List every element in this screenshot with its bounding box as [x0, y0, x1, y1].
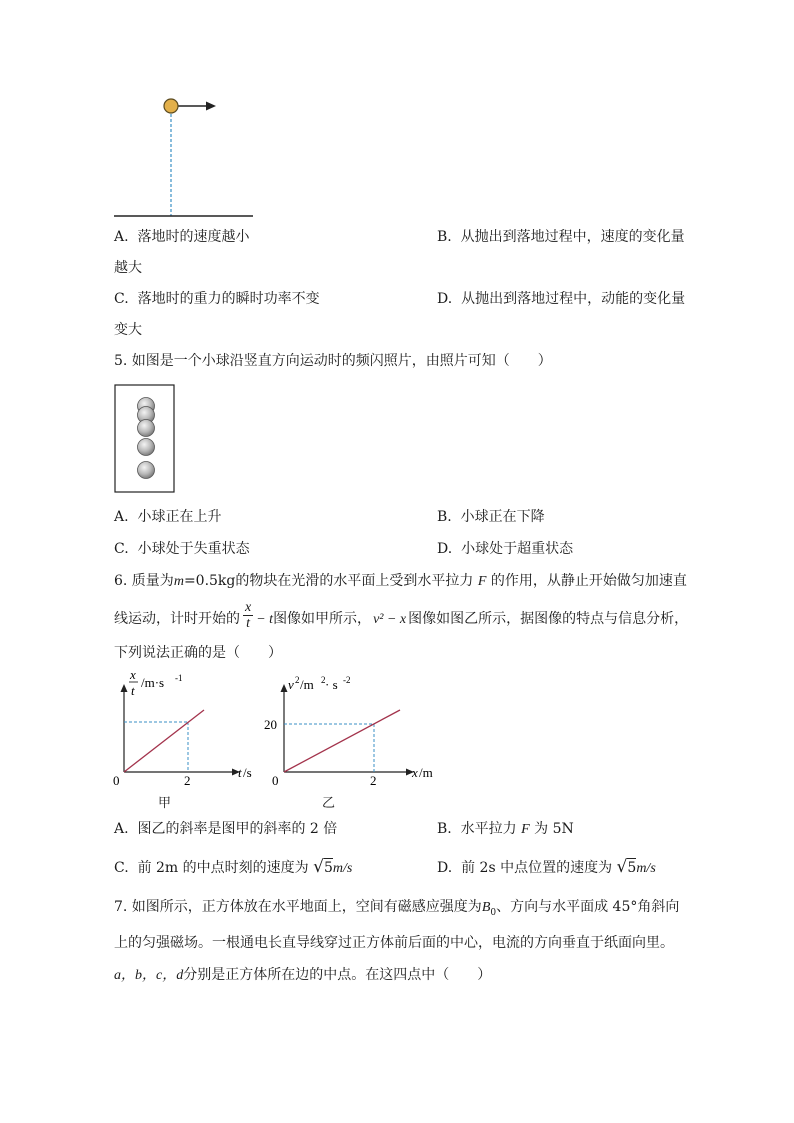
unit: m/s — [332, 861, 353, 876]
fraction-x-over-t — [243, 600, 253, 631]
y-label-unit-sq: 2 — [321, 675, 326, 685]
option-key: C. — [114, 291, 129, 307]
y-label-sq: 2 — [295, 675, 300, 685]
q4-option-c — [114, 290, 320, 308]
x-tick-label: 2 — [370, 773, 377, 788]
option-key: D. — [437, 860, 453, 876]
graph-yi — [262, 668, 442, 813]
x-label: t — [238, 765, 242, 780]
text-run: 图像如甲所示， — [273, 611, 372, 627]
text-run: 线运动，计时开始的 — [114, 611, 240, 627]
text-run: 的物块在光滑的水平面上受到水平拉力 — [235, 573, 474, 589]
text-run: 前 2s 中点位置的速度为 — [461, 860, 617, 876]
origin-label: 0 — [272, 773, 279, 788]
text-run: 为 5N — [529, 821, 574, 837]
text-run: 前 2m 的中点时刻的速度为 — [137, 860, 314, 876]
y-label-unit-exp: -1 — [175, 673, 183, 683]
y-label-unit: /m — [300, 677, 314, 692]
y-label-unit: /m·s — [141, 675, 165, 690]
option-key: A. — [114, 509, 129, 525]
projectile-figure — [110, 90, 260, 222]
text-run: 7. 如图所示，正方体放在水平地面上，空间有磁感应强度为 — [114, 899, 482, 915]
math-run: v² − x — [373, 612, 407, 627]
var-F: F — [521, 822, 530, 837]
arrow-head — [206, 102, 216, 111]
ball-icon — [164, 99, 178, 113]
y-label-unit-s: · s — [325, 677, 338, 692]
text-run: 水平拉力 — [460, 821, 522, 837]
q4-option-a — [114, 228, 249, 246]
option-key: B. — [437, 821, 452, 837]
x-label-unit: /m — [419, 765, 433, 780]
sqrt-icon: √ — [313, 857, 324, 877]
option-key: C. — [114, 541, 129, 557]
q6-stem-line2 — [114, 600, 688, 640]
q5-stem: 5. 如图是一个小球沿竖直方向运动时的频闪照片，由照片可知（ ） — [114, 353, 552, 369]
y-label: v — [288, 677, 294, 692]
y-axis-arrow — [281, 684, 288, 692]
option-key: D. — [437, 291, 453, 307]
option-text: 小球处于失重状态 — [137, 541, 250, 557]
option-text: 从抛出到落地过程中，速度的变化量 — [460, 229, 685, 245]
q5-option-b — [437, 508, 545, 526]
sqrt-icon: √ — [616, 857, 628, 877]
q4-option-b-continued: 越大 — [114, 260, 142, 276]
var-B: B — [481, 900, 491, 915]
option-key: A. — [114, 821, 129, 837]
flash-ball-icon — [138, 439, 155, 456]
x-label: x — [412, 765, 418, 780]
var-F: F — [477, 574, 487, 589]
y-tick-label: 20 — [264, 717, 277, 732]
text-run: 分别是正方体所在边的中点。在这四点中（ ） — [183, 967, 492, 983]
y-label-unit-exp: -2 — [343, 675, 351, 685]
math-run: a，b，c，d — [114, 968, 184, 983]
y-axis-arrow — [121, 684, 128, 692]
q7-stem-line1 — [114, 898, 679, 922]
graph-jia-caption: 甲 — [158, 796, 172, 811]
q5-option-c — [114, 540, 250, 558]
option-text: 小球正在上升 — [137, 509, 222, 525]
q6-option-b — [437, 820, 574, 839]
fraction-numerator: x — [245, 600, 252, 615]
text-run: =0.5kg — [183, 573, 236, 589]
text-run: 图像如图乙所示，据图像的特点与信息分析， — [408, 611, 689, 627]
q7-stem-line2: 上的匀强磁场。一根通电长直导线穿过正方体前后面的中心，电流的方向垂直于纸面向里。 — [114, 935, 674, 951]
flash-ball-icon — [138, 420, 155, 437]
text-run: 6. 质量为 — [114, 573, 174, 589]
option-key: C. — [114, 860, 129, 876]
option-text: 落地时的重力的瞬时功率不变 — [137, 291, 320, 307]
data-line — [284, 710, 400, 772]
data-line — [124, 710, 204, 772]
option-text: 图乙的斜率是图甲的斜率的 2 倍 — [137, 821, 338, 837]
flash-photo-figure — [114, 384, 178, 496]
x-tick-label: 2 — [184, 773, 191, 788]
sqrt-radicand: 5 — [627, 860, 637, 876]
origin-label: 0 — [113, 773, 120, 788]
q5-option-d — [437, 540, 573, 558]
graph-yi-caption: 乙 — [322, 796, 336, 811]
y-label-numerator: x — [130, 668, 136, 682]
option-key: D. — [437, 541, 453, 557]
q4-option-b — [437, 228, 685, 246]
x-label-unit: /s — [243, 765, 252, 780]
option-text: 从抛出到落地过程中，动能的变化量 — [461, 291, 686, 307]
q4-option-d — [437, 290, 685, 308]
q6-stem-line3: 下列说法正确的是（ ） — [114, 645, 282, 661]
option-text: 小球正在下降 — [460, 509, 545, 525]
q6-option-a — [114, 820, 337, 838]
flash-ball-icon — [138, 462, 155, 479]
text-run: 、方向与水平面成 45°角斜向 — [496, 899, 680, 915]
text-run: 的作用，从静止开始做匀加速直 — [490, 573, 687, 589]
option-text: 小球处于超重状态 — [461, 541, 574, 557]
q5-option-a — [114, 508, 221, 526]
y-label-denominator: t — [131, 683, 135, 698]
sqrt-radicand: 5 — [323, 860, 333, 876]
option-text: 落地时的速度越小 — [137, 229, 250, 245]
var-m: m — [173, 574, 184, 589]
q6-option-c — [114, 856, 352, 880]
q6-option-d — [437, 856, 656, 880]
option-key: B. — [437, 229, 452, 245]
var-B-subscript: 0 — [490, 907, 497, 918]
q4-option-d-continued: 变大 — [114, 322, 142, 338]
unit: m/s — [636, 861, 656, 876]
option-key: A. — [114, 229, 129, 245]
fraction-denominator: t — [246, 616, 251, 631]
math-run: − t — [256, 612, 274, 627]
graph-jia — [110, 668, 260, 813]
option-key: B. — [437, 509, 452, 525]
q7-stem-line3 — [114, 966, 491, 985]
q6-stem-line1 — [114, 572, 687, 591]
